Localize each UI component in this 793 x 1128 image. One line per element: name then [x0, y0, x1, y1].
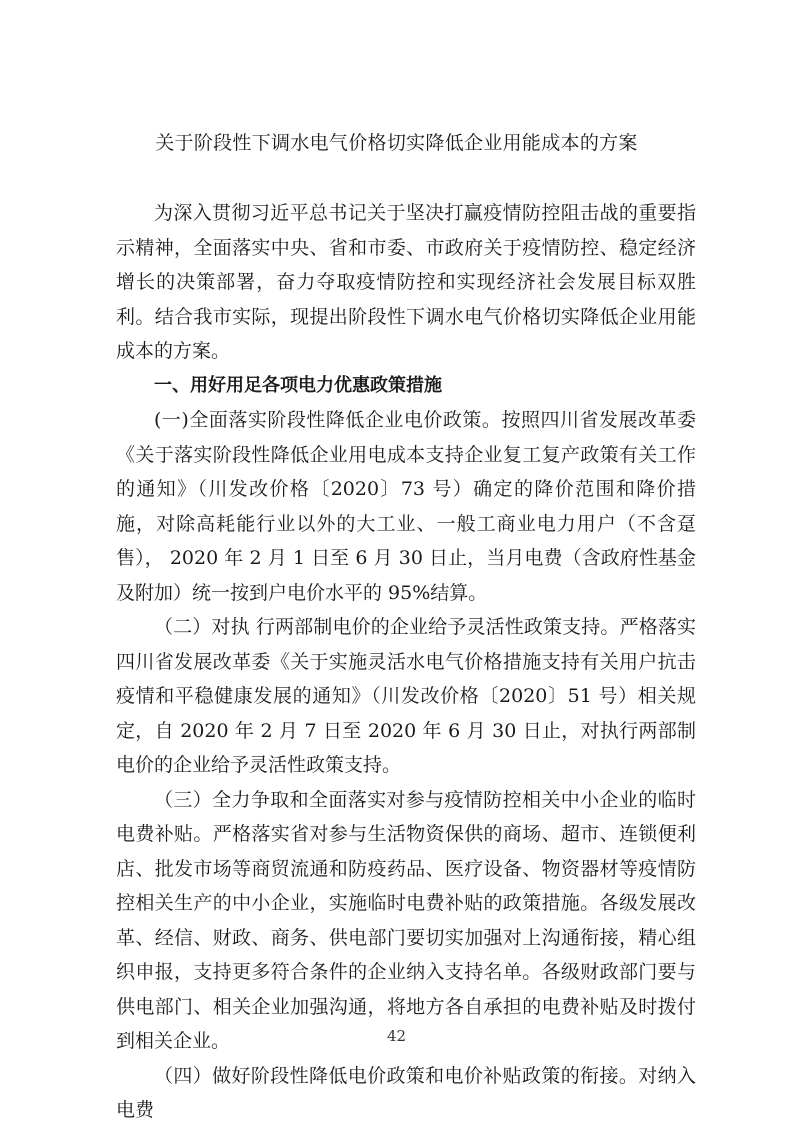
paragraph-item-3: （三）全力争取和全面落实对参与疫情防控相关中小企业的临时电费补贴。严格落实省对参与生活物资保供的商场、超市、连锁便利店、批发市场等商贸流通和防疫药品、医疗设备、物资器材等疫情防控相关生产的中小企业，实施临时电费补贴的政策措施。各级发展改革、经信、财政、商务、供电部门要切实加强对上沟通衔接，精心组织申报，支持更多符合条件的企业纳入支持名单。各级财政部门要与供电部门、相关企业加强沟通，将地方各自承担的电费补贴及时拨付到相关企业。	[116, 788, 696, 1052]
paragraph-item-2: （二）对执 行两部制电价的企业给予灵活性政策支持。严格落实四川省发展改革委《关于实施灵活水电气价格措施支持有关用户抗击疫情和平稳健康发展的通知》（川发改价格〔2020〕51 号）相关规定，自 2020 年 2 月 7 日至 2020 年 6 月 30 日止，对执行两部制电价的企业给予灵活性政策支持。	[116, 616, 696, 776]
page-number: 42	[386, 1027, 407, 1045]
intro-paragraph: 为深入贯彻习近平总书记关于坚决打赢疫情防控阻击战的重要指示精神，全面落实中央、省和市委、市政府关于疫情防控、稳定经济增长的决策部署，奋力夺取疫情防控和实现经济社会发展目标双胜利。结合我市实际，现提出阶段性下调水电气价格切实降低企业用能成本的方案。	[116, 202, 696, 362]
section-heading: 一、用好用足各项电力优惠政策措施	[154, 374, 442, 396]
document-body	[116, 196, 696, 1128]
paragraph-item-1: (一)全面落实阶段性降低企业电价政策。按照四川省发展改革委《关于落实阶段性降低企业用电成本支持企业复工复产政策有关工作的通知》（川发改价格〔2020〕73 号）确定的降价范围和降价措施，对除高耗能行业以外的大工业、一般工商业电力用户（不含趸售）， 2020 年 2 月 1 日至 6 月 30 日止，当月电费（含政府性基金及附加）统一按到户电价水平的 95%结算。	[116, 409, 696, 604]
document-title: 关于阶段性下调水电气价格切实降低企业用能成本的方案	[155, 132, 638, 154]
paragraph-item-4: （四）做好阶段性降低电价政策和电价补贴政策的衔接。对纳入电费	[116, 1064, 696, 1121]
